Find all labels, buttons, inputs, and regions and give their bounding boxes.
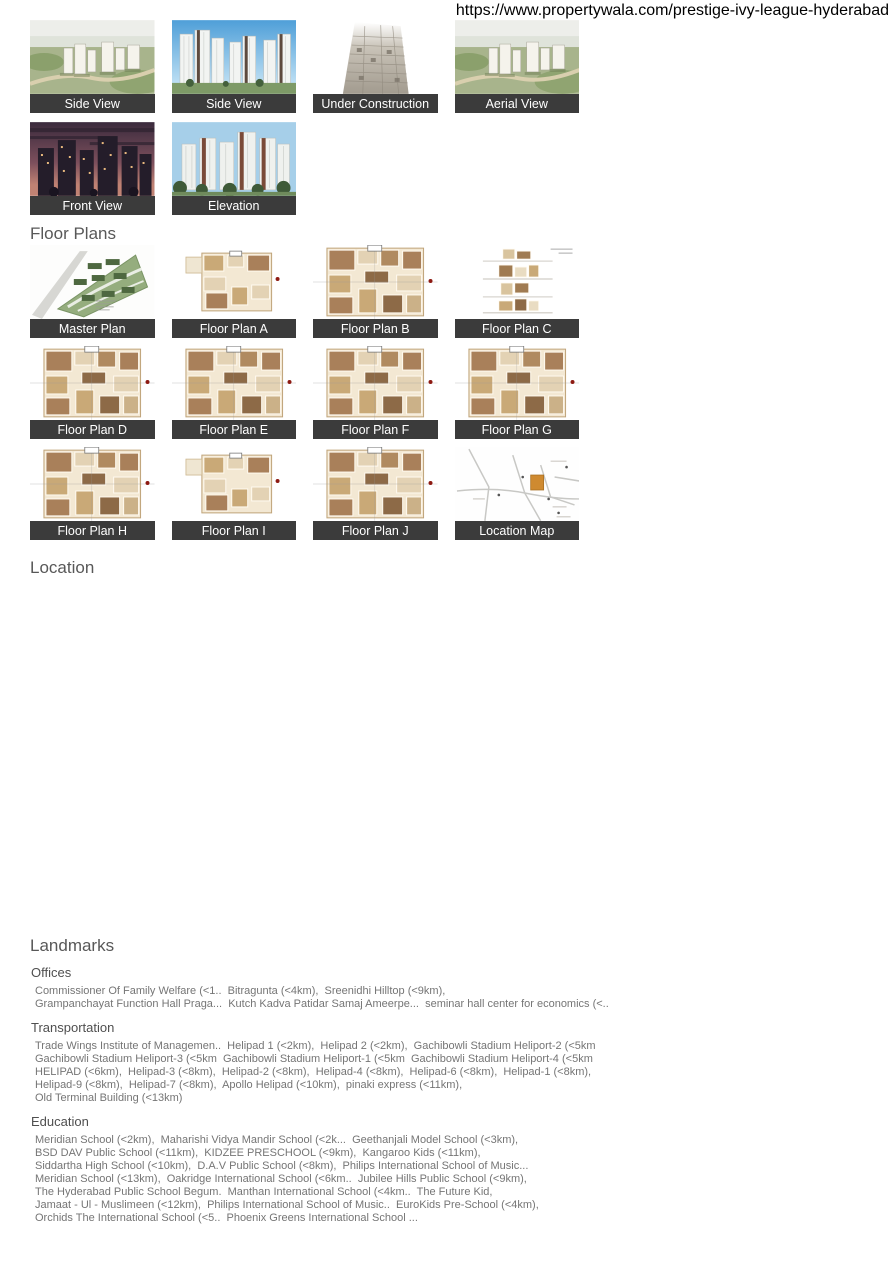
location-heading: Location bbox=[30, 558, 95, 577]
landmarks-heading: Landmarks bbox=[30, 936, 115, 955]
transportation-line: Gachibowli Stadium Heliport-3 (<5km Gachibowli Stadium Heliport-1 (<5km Gachibowli Stadium Heliport-4 (<5km bbox=[35, 1053, 593, 1065]
floorplan-row-2 bbox=[30, 346, 579, 439]
photo-row-1 bbox=[30, 20, 579, 113]
side-view-2-image bbox=[172, 20, 297, 94]
floor-plan-a-image bbox=[172, 245, 297, 319]
plan-thumb-f[interactable] bbox=[313, 346, 438, 439]
plan-thumb-h[interactable] bbox=[30, 447, 155, 540]
floor-plan-j-image bbox=[313, 447, 438, 521]
photo-caption: Elevation bbox=[172, 196, 297, 215]
plan-caption: Floor Plan F bbox=[313, 420, 438, 439]
plan-thumb-j[interactable] bbox=[313, 447, 438, 540]
plan-thumb-c[interactable] bbox=[455, 245, 580, 338]
offices-line: Grampanchayat Function Hall Praga... Kutch Kadva Patidar Samaj Ameerpe... seminar hall center for economics (<.. bbox=[35, 998, 609, 1010]
elevation-image bbox=[172, 122, 297, 196]
location-map-placeholder bbox=[30, 590, 580, 930]
plan-thumb-location-map[interactable] bbox=[455, 447, 580, 540]
front-view-image bbox=[30, 122, 155, 196]
plan-caption: Floor Plan D bbox=[30, 420, 155, 439]
plan-caption: Floor Plan H bbox=[30, 521, 155, 540]
photo-caption: Side View bbox=[172, 94, 297, 113]
photo-thumb-side-view-1[interactable] bbox=[30, 20, 155, 113]
floor-plan-h-image bbox=[30, 447, 155, 521]
photo-caption: Side View bbox=[30, 94, 155, 113]
plan-thumb-master-plan[interactable] bbox=[30, 245, 155, 338]
plan-caption: Floor Plan G bbox=[455, 420, 580, 439]
page-url: https://www.propertywala.com/prestige-ivy-league-hyderabad bbox=[455, 2, 889, 19]
floor-plans-heading: Floor Plans bbox=[30, 224, 116, 243]
education-title: Education bbox=[31, 1114, 89, 1129]
plan-caption: Master Plan bbox=[30, 319, 155, 338]
floor-plan-e-image bbox=[172, 346, 297, 420]
floor-plan-g-image bbox=[455, 346, 580, 420]
plan-caption: Floor Plan I bbox=[172, 521, 297, 540]
plan-thumb-b[interactable] bbox=[313, 245, 438, 338]
education-line: BSD DAV Public School (<11km), KIDZEE PRESCHOOL (<9km), Kangaroo Kids (<11km), bbox=[35, 1147, 481, 1159]
photo-caption: Under Construction bbox=[313, 94, 438, 113]
plan-caption: Location Map bbox=[455, 521, 580, 540]
aerial-view-image bbox=[455, 20, 580, 94]
floorplan-row-3 bbox=[30, 447, 579, 540]
transportation-line: HELIPAD (<6km), Helipad-3 (<8km), Helipad-2 (<8km), Helipad-4 (<8km), Helipad-6 (<8km), Helipad-1 (<8km), bbox=[35, 1066, 592, 1078]
photo-thumb-under-construction[interactable] bbox=[313, 20, 438, 113]
photo-thumb-elevation[interactable] bbox=[172, 122, 297, 215]
floor-plan-d-image bbox=[30, 346, 155, 420]
floor-plan-c-image bbox=[455, 245, 580, 319]
master-plan-image bbox=[30, 245, 155, 319]
photo-row-2 bbox=[30, 122, 296, 215]
landmarks-education bbox=[30, 1114, 590, 1225]
transportation-line: Old Terminal Building (<13km) bbox=[35, 1092, 183, 1104]
landmarks-offices bbox=[30, 965, 609, 1011]
plan-caption: Floor Plan A bbox=[172, 319, 297, 338]
landmarks-transportation bbox=[30, 1020, 596, 1105]
plan-thumb-g[interactable] bbox=[455, 346, 580, 439]
plan-thumb-d[interactable] bbox=[30, 346, 155, 439]
education-line: Meridian School (<13km), Oakridge International School (<6km.. Jubilee Hills Public School (<9km), bbox=[35, 1173, 527, 1185]
plan-caption: Floor Plan C bbox=[455, 319, 580, 338]
location-map-image bbox=[455, 447, 580, 521]
transportation-line: Trade Wings Institute of Managemen.. Helipad 1 (<2km), Helipad 2 (<2km), Gachibowli Stadium Heliport-2 (<5km bbox=[35, 1040, 596, 1052]
offices-line: Commissioner Of Family Welfare (<1.. Bitragunta (<4km), Sreenidhi Hilltop (<9km), bbox=[35, 985, 446, 997]
plan-thumb-a[interactable] bbox=[172, 245, 297, 338]
photo-caption: Aerial View bbox=[455, 94, 580, 113]
offices-title: Offices bbox=[31, 965, 72, 980]
side-view-1-image bbox=[30, 20, 155, 94]
education-line: Jamaat - Ul - Muslimeen (<12km), Philips International School of Music.. EuroKids Pre-School (<4km), bbox=[35, 1199, 539, 1211]
plan-thumb-e[interactable] bbox=[172, 346, 297, 439]
plan-caption: Floor Plan J bbox=[313, 521, 438, 540]
transportation-title: Transportation bbox=[31, 1020, 115, 1035]
transportation-line: Helipad-9 (<8km), Helipad-7 (<8km), Apollo Helipad (<10km), pinaki express (<11km), bbox=[35, 1079, 463, 1091]
education-line: The Hyderabad Public School Begum. Manthan International School (<4km.. The Future Kid, bbox=[35, 1186, 493, 1198]
floorplan-row-1 bbox=[30, 245, 579, 338]
floor-plan-i-image bbox=[172, 447, 297, 521]
plan-caption: Floor Plan E bbox=[172, 420, 297, 439]
landmarks-section bbox=[30, 936, 609, 1225]
floor-plan-f-image bbox=[313, 346, 438, 420]
education-line: Meridian School (<2km), Maharishi Vidya Mandir School (<2k... Geethanjali Model School (<3km), bbox=[35, 1134, 519, 1146]
education-line: Orchids The International School (<5.. Phoenix Greens International School ... bbox=[35, 1212, 418, 1224]
floor-plan-b-image bbox=[313, 245, 438, 319]
plan-thumb-i[interactable] bbox=[172, 447, 297, 540]
photo-thumb-side-view-2[interactable] bbox=[172, 20, 297, 113]
education-line: Siddartha High School (<10km), D.A.V Public School (<8km), Philips International School of Music... bbox=[35, 1160, 529, 1172]
photo-caption: Front View bbox=[30, 196, 155, 215]
under-construction-image bbox=[313, 20, 438, 94]
photo-thumb-aerial-view[interactable] bbox=[455, 20, 580, 113]
plan-caption: Floor Plan B bbox=[313, 319, 438, 338]
photo-thumb-front-view[interactable] bbox=[30, 122, 155, 215]
